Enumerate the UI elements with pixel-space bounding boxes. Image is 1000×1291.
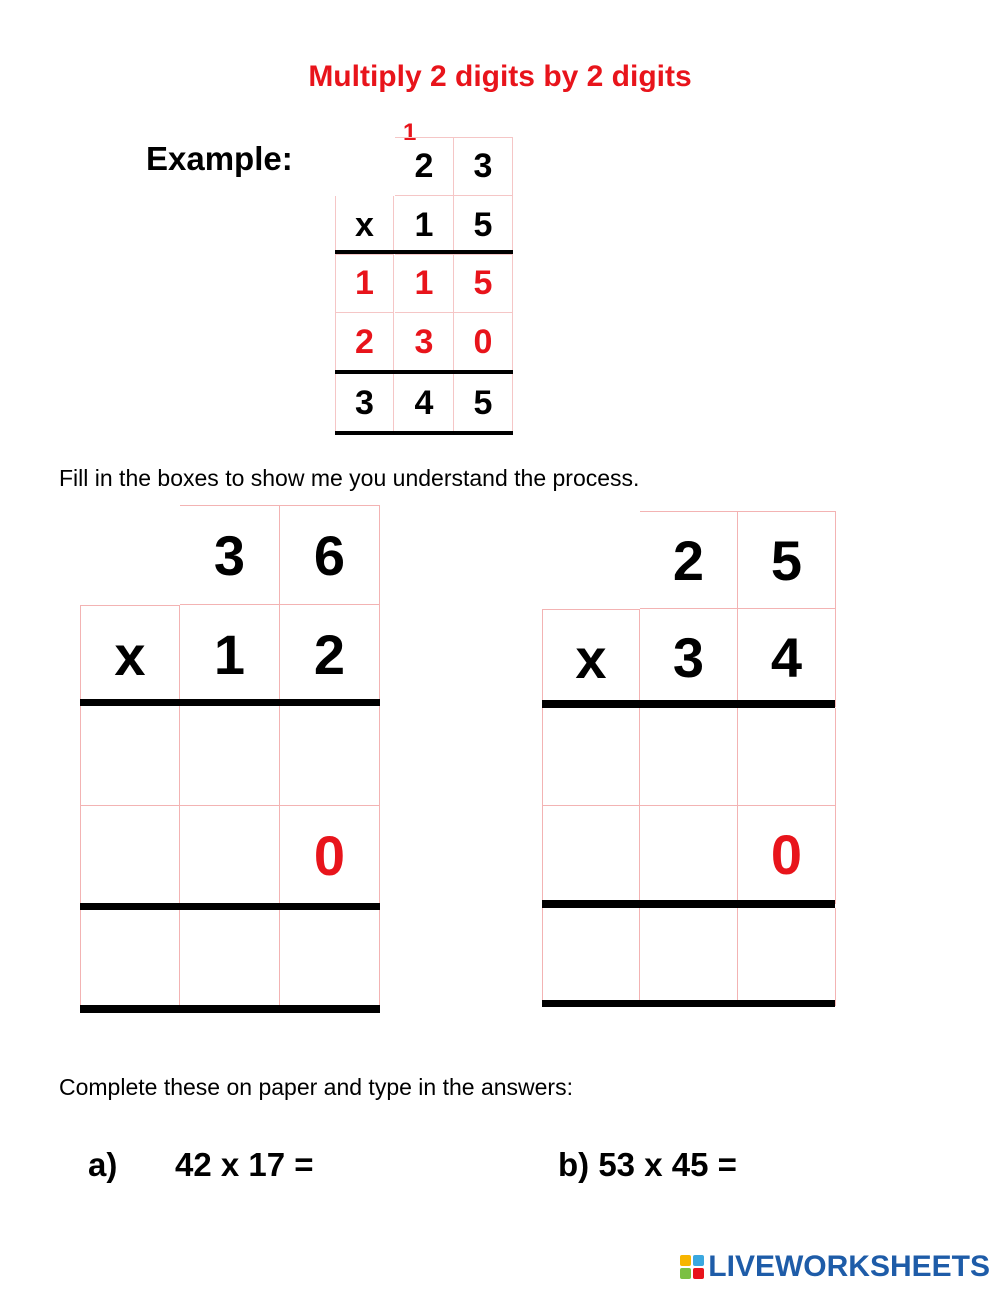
problem1-answer-box[interactable]: [80, 806, 180, 906]
example-partial-cell: 1: [395, 254, 454, 313]
example-result-cell: 4: [395, 374, 454, 433]
problem1-result-input[interactable]: [280, 910, 382, 1010]
example-partial-cell: 1: [335, 254, 394, 313]
problem2-times-sign: x: [542, 609, 640, 707]
problem1-digit: 2: [280, 605, 380, 705]
problem2-underline: [542, 1000, 835, 1007]
problem1-answer-box[interactable]: [80, 706, 180, 806]
problem2-digit: 4: [738, 609, 836, 707]
problem2-answer-box[interactable]: [640, 908, 738, 1006]
question-a-label: a): [88, 1146, 118, 1183]
problem2-partial2-input[interactable]: [543, 806, 643, 904]
example-cell: 3: [454, 137, 513, 196]
problem2-answer-box[interactable]: [542, 908, 640, 1006]
problem1-result-input[interactable]: [180, 910, 282, 1010]
example-result-cell: 5: [454, 374, 513, 433]
example-carry-digit: 1: [403, 119, 417, 146]
problem1-underline: [80, 699, 380, 706]
problem2-answer-box[interactable]: [738, 708, 836, 806]
question-b-expression: b) 53 x 45 =: [558, 1146, 737, 1183]
problem2-underline: [542, 900, 835, 908]
problem2-partial1-input[interactable]: [543, 708, 643, 806]
problem2-answer-box[interactable]: [542, 708, 640, 806]
problem1-partial2-input[interactable]: [180, 806, 282, 906]
problem2-digit: 3: [640, 609, 738, 707]
problem1-answer-box[interactable]: [280, 706, 380, 806]
example-grid: [335, 119, 515, 437]
problem1-answer-box[interactable]: [180, 910, 280, 1010]
example-partial-cell: 3: [395, 313, 454, 372]
problem2-answer-box[interactable]: [542, 806, 640, 904]
example-times-sign: x: [335, 196, 394, 255]
problem1-digit: 1: [180, 605, 280, 705]
liveworksheets-logo: [680, 1250, 990, 1284]
example-cell: 2: [395, 137, 454, 196]
problem1-partial1-input[interactable]: [180, 706, 282, 806]
logo-text: LIVEWORKSHEETS: [708, 1250, 990, 1283]
problem2-partial1-input[interactable]: [738, 708, 838, 806]
example-partial-cell: 2: [335, 313, 394, 372]
instruction-paper: Complete these on paper and type in the answers:: [59, 1074, 573, 1100]
example-partial-cell: 5: [454, 254, 513, 313]
problem2-partial1-input[interactable]: [640, 708, 740, 806]
problem1-digit: 3: [180, 505, 280, 605]
example-result-cell: 3: [335, 374, 394, 433]
problem2-digit: 5: [738, 511, 836, 609]
problem2-underline: [542, 700, 835, 708]
example-cell: 5: [454, 196, 513, 255]
problem1-grid: [80, 505, 380, 1015]
example-cell: 1: [395, 196, 454, 255]
problem2-result-input[interactable]: [738, 908, 838, 1006]
problem1-answer-box[interactable]: [180, 806, 280, 906]
question-a-answer-input[interactable]: [330, 1146, 514, 1188]
question-a-expression: 42 x 17 =: [175, 1146, 314, 1183]
question-b-answer-input[interactable]: [755, 1146, 939, 1188]
logo-blocks-icon: [680, 1255, 704, 1279]
problem1-result-input[interactable]: [81, 910, 183, 1010]
problem1-underline: [80, 903, 380, 910]
example-partial-cell: 0: [454, 313, 513, 372]
problem2-digit: 2: [640, 511, 738, 609]
problem2-answer-box[interactable]: [640, 806, 738, 904]
problem1-digit: 6: [280, 505, 380, 605]
problem1-answer-box[interactable]: [80, 910, 180, 1010]
problem2-result-input[interactable]: [640, 908, 740, 1006]
problem1-underline: [80, 1005, 380, 1013]
problem2-grid: [542, 511, 838, 1011]
example-underline: [335, 431, 513, 435]
problem2-answer-box[interactable]: [738, 908, 836, 1006]
instruction-fill: Fill in the boxes to show me you understand the process.: [59, 465, 640, 491]
problem1-times-sign: x: [80, 605, 180, 705]
problem1-answer-box[interactable]: [180, 706, 280, 806]
problem2-zero-placeholder: 0: [738, 806, 836, 904]
problem2-result-input[interactable]: [543, 908, 643, 1006]
problem1-partial1-input[interactable]: [280, 706, 382, 806]
problem1-partial1-input[interactable]: [81, 706, 183, 806]
problem1-answer-box[interactable]: [280, 910, 380, 1010]
problem1-zero-placeholder: 0: [280, 806, 380, 906]
problem2-answer-box[interactable]: [640, 708, 738, 806]
page-title: Multiply 2 digits by 2 digits: [308, 60, 692, 93]
problem1-partial2-input[interactable]: [81, 806, 183, 906]
problem2-partial2-input[interactable]: [640, 806, 740, 904]
example-label: Example:: [146, 140, 293, 177]
